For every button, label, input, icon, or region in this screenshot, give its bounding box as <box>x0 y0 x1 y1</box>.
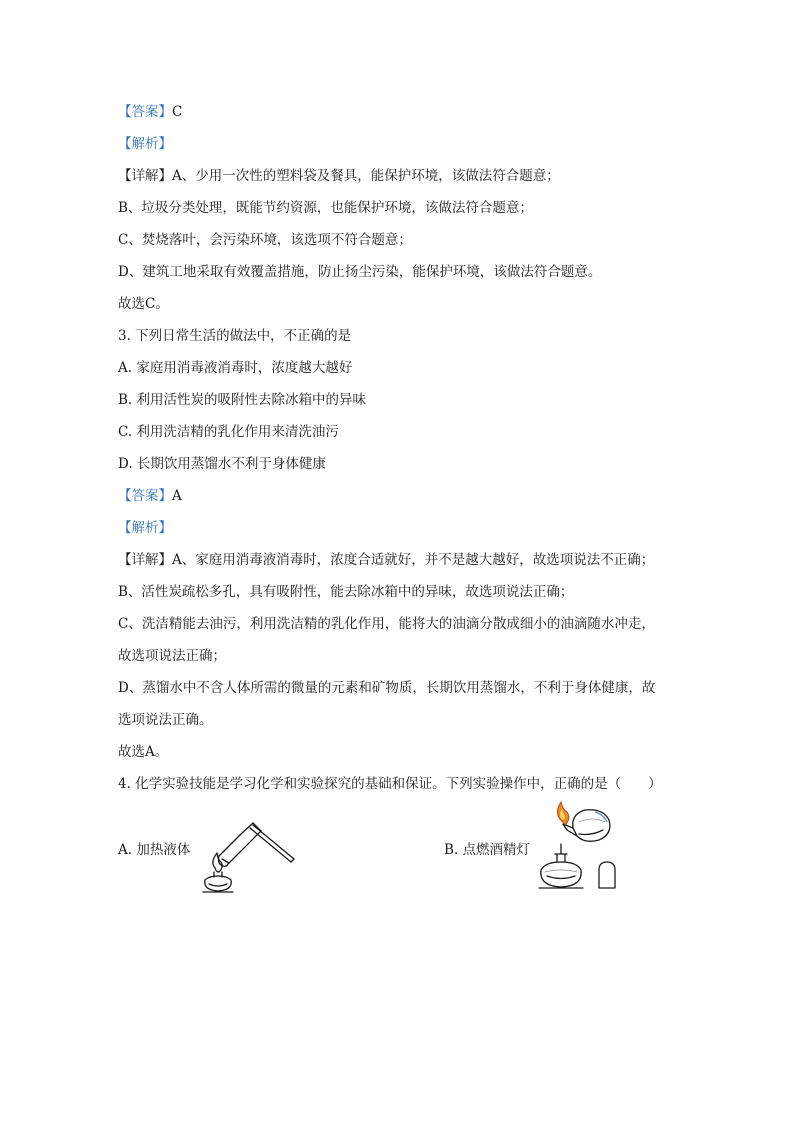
q3-detail-line-1 <box>118 551 654 569</box>
q3-analysis-tag: 【解析】 <box>118 520 172 536</box>
q2-detail-line-3: C、焚烧落叶，会污染环境，该选项不符合题意； <box>118 232 412 248</box>
lighting-alcohol-lamp-illustration <box>533 800 635 892</box>
q2-detail-line-2: B、垃圾分类处理，既能节约资源，也能保护环境，该做法符合题意； <box>118 200 533 216</box>
q3-detail-line-2: B、活性炭疏松多孔，具有吸附性，能去除冰箱中的异味，故选项说法正确； <box>118 584 574 600</box>
q3-option-c: C. 利用洗洁精的乳化作用来清洗油污 <box>118 424 339 440</box>
q4-option-a-label: A. 加热液体 <box>118 842 191 858</box>
q3-detail-line-5: D、蒸馏水中不含人体所需的微量的元素和矿物质，长期饮用蒸馏水，不利于身体健康，故 <box>118 680 656 696</box>
q3-option-d: D. 长期饮用蒸馏水不利于身体健康 <box>118 456 326 472</box>
q3-conclusion: 故选A。 <box>118 744 169 760</box>
detail-tag: 【详解】 <box>118 168 172 184</box>
q2-analysis-tag: 【解析】 <box>118 136 172 152</box>
answer-tag: 【答案】 <box>118 104 172 120</box>
q2-detail-line-4: D、建筑工地采取有效覆盖措施，防止扬尘污染，能保护环境，该做法符合题意。 <box>118 264 602 280</box>
answer-value: A <box>172 488 182 504</box>
q3-detail-line-4: 故选项说法正确； <box>118 648 226 664</box>
q3-option-a: A. 家庭用消毒液消毒时，浓度越大越好 <box>118 360 353 376</box>
q3-stem: 3. 下列日常生活的做法中，不正确的是 <box>118 328 352 344</box>
q2-detail-line-1 <box>118 167 560 185</box>
q4-option-b-label: B. 点燃酒精灯 <box>444 842 531 858</box>
detail-text: A、家庭用消毒液消毒时，浓度合适就好，并不是越大越好，故选项说法不正确； <box>172 552 655 568</box>
q2-answer-line <box>118 103 182 121</box>
q3-detail-line-3: C、洗洁精能去油污，利用洗洁精的乳化作用，能将大的油滴分散成细小的油滴随水冲走， <box>118 616 655 632</box>
q4-stem: 4. 化学实验技能是学习化学和实验探究的基础和保证。下列实验操作中，正确的是（ ） <box>118 776 662 792</box>
q3-detail-line-6: 选项说法正确。 <box>118 712 213 728</box>
heating-liquid-illustration <box>195 822 305 894</box>
answer-value: C <box>172 104 183 120</box>
answer-tag: 【答案】 <box>118 488 172 504</box>
q3-answer-line <box>118 487 182 505</box>
q2-conclusion: 故选C。 <box>118 296 169 312</box>
detail-tag: 【详解】 <box>118 552 172 568</box>
detail-text: A、少用一次性的塑料袋及餐具，能保护环境，该做法符合题意； <box>172 168 560 184</box>
q3-option-b: B. 利用活性炭的吸附性去除冰箱中的异味 <box>118 392 367 408</box>
